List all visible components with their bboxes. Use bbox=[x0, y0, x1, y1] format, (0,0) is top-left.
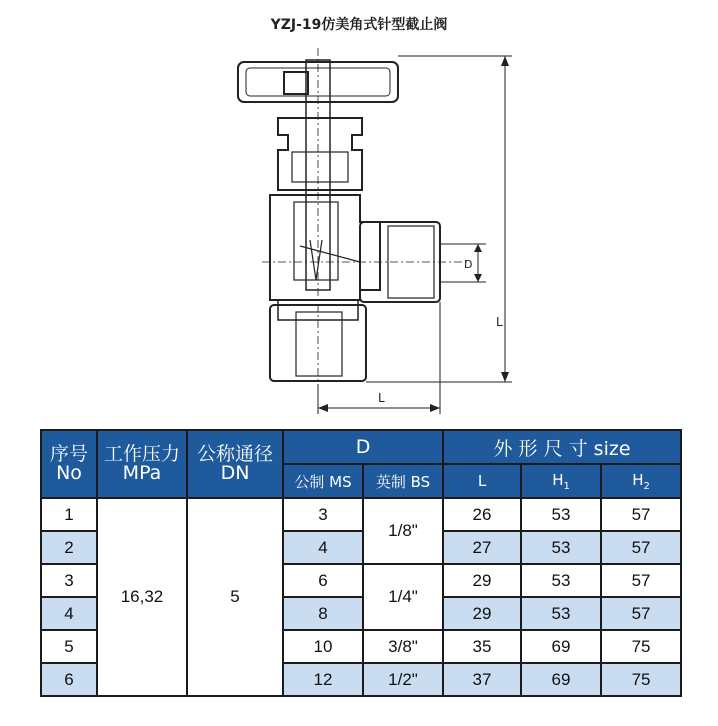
cell-ms: 3 bbox=[283, 498, 363, 531]
cell-h1: 53 bbox=[521, 498, 601, 531]
dim-L-bottom: L bbox=[378, 391, 385, 405]
header-pressure: 工作压力 MPa bbox=[97, 430, 187, 498]
handle-screw bbox=[284, 72, 308, 94]
header-h2: $H_2$ bbox=[601, 464, 681, 498]
needle bbox=[310, 240, 322, 280]
packing bbox=[292, 152, 348, 182]
header-h1: $H_1$ bbox=[521, 464, 601, 498]
cell-no: 5 bbox=[41, 630, 97, 663]
cell-l: 29 bbox=[443, 597, 521, 630]
cell-pressure: 16,32 bbox=[97, 498, 187, 696]
body-bore bbox=[294, 202, 338, 280]
cell-h1: 69 bbox=[521, 630, 601, 663]
cell-bs: 1/8" bbox=[363, 498, 443, 564]
cell-l: 37 bbox=[443, 663, 521, 696]
cell-bs: 1/2" bbox=[363, 663, 443, 696]
bottom-nut bbox=[296, 312, 342, 376]
cell-h1: 53 bbox=[521, 597, 601, 630]
bonnet bbox=[278, 118, 362, 190]
cell-h2: 75 bbox=[601, 630, 681, 663]
dim-D: D bbox=[464, 258, 473, 271]
cell-h1: 53 bbox=[521, 531, 601, 564]
cell-l: 26 bbox=[443, 498, 521, 531]
cell-ms: 6 bbox=[283, 564, 363, 597]
cell-l: 29 bbox=[443, 564, 521, 597]
page-title: YZJ-19仿美角式针型截止阀 bbox=[270, 17, 448, 33]
cell-h1: 69 bbox=[521, 663, 601, 696]
header-no: 序号 No bbox=[41, 430, 97, 498]
body bbox=[270, 195, 380, 300]
cell-l: 35 bbox=[443, 630, 521, 663]
cell-h2: 57 bbox=[601, 597, 681, 630]
header-l: L bbox=[443, 464, 521, 498]
header-bs: 英制 BS bbox=[363, 464, 443, 498]
cell-ms: 10 bbox=[283, 630, 363, 663]
cell-l: 27 bbox=[443, 531, 521, 564]
cell-h2: 57 bbox=[601, 498, 681, 531]
cell-h2: 57 bbox=[601, 531, 681, 564]
dim-L-right: L bbox=[496, 315, 503, 329]
cell-ms: 4 bbox=[283, 531, 363, 564]
cell-dn: 5 bbox=[187, 498, 283, 696]
header-d: D bbox=[283, 430, 443, 464]
cell-bs: 3/8" bbox=[363, 630, 443, 663]
stem bbox=[306, 60, 330, 290]
header-size: 外 形 尺 寸 size bbox=[443, 430, 681, 464]
cell-no: 6 bbox=[41, 663, 97, 696]
table-row bbox=[41, 498, 681, 531]
spec-table bbox=[40, 429, 682, 697]
cell-no: 1 bbox=[41, 498, 97, 531]
cell-no: 3 bbox=[41, 564, 97, 597]
cell-bs: 1/4" bbox=[363, 564, 443, 630]
header-ms: 公制 MS bbox=[283, 464, 363, 498]
cell-ms: 12 bbox=[283, 663, 363, 696]
cell-no: 4 bbox=[41, 597, 97, 630]
cell-ms: 8 bbox=[283, 597, 363, 630]
cell-h2: 75 bbox=[601, 663, 681, 696]
cell-no: 2 bbox=[41, 531, 97, 564]
header-dn: 公称通径 DN bbox=[187, 430, 283, 498]
cell-h2: 57 bbox=[601, 564, 681, 597]
cell-h1: 53 bbox=[521, 564, 601, 597]
